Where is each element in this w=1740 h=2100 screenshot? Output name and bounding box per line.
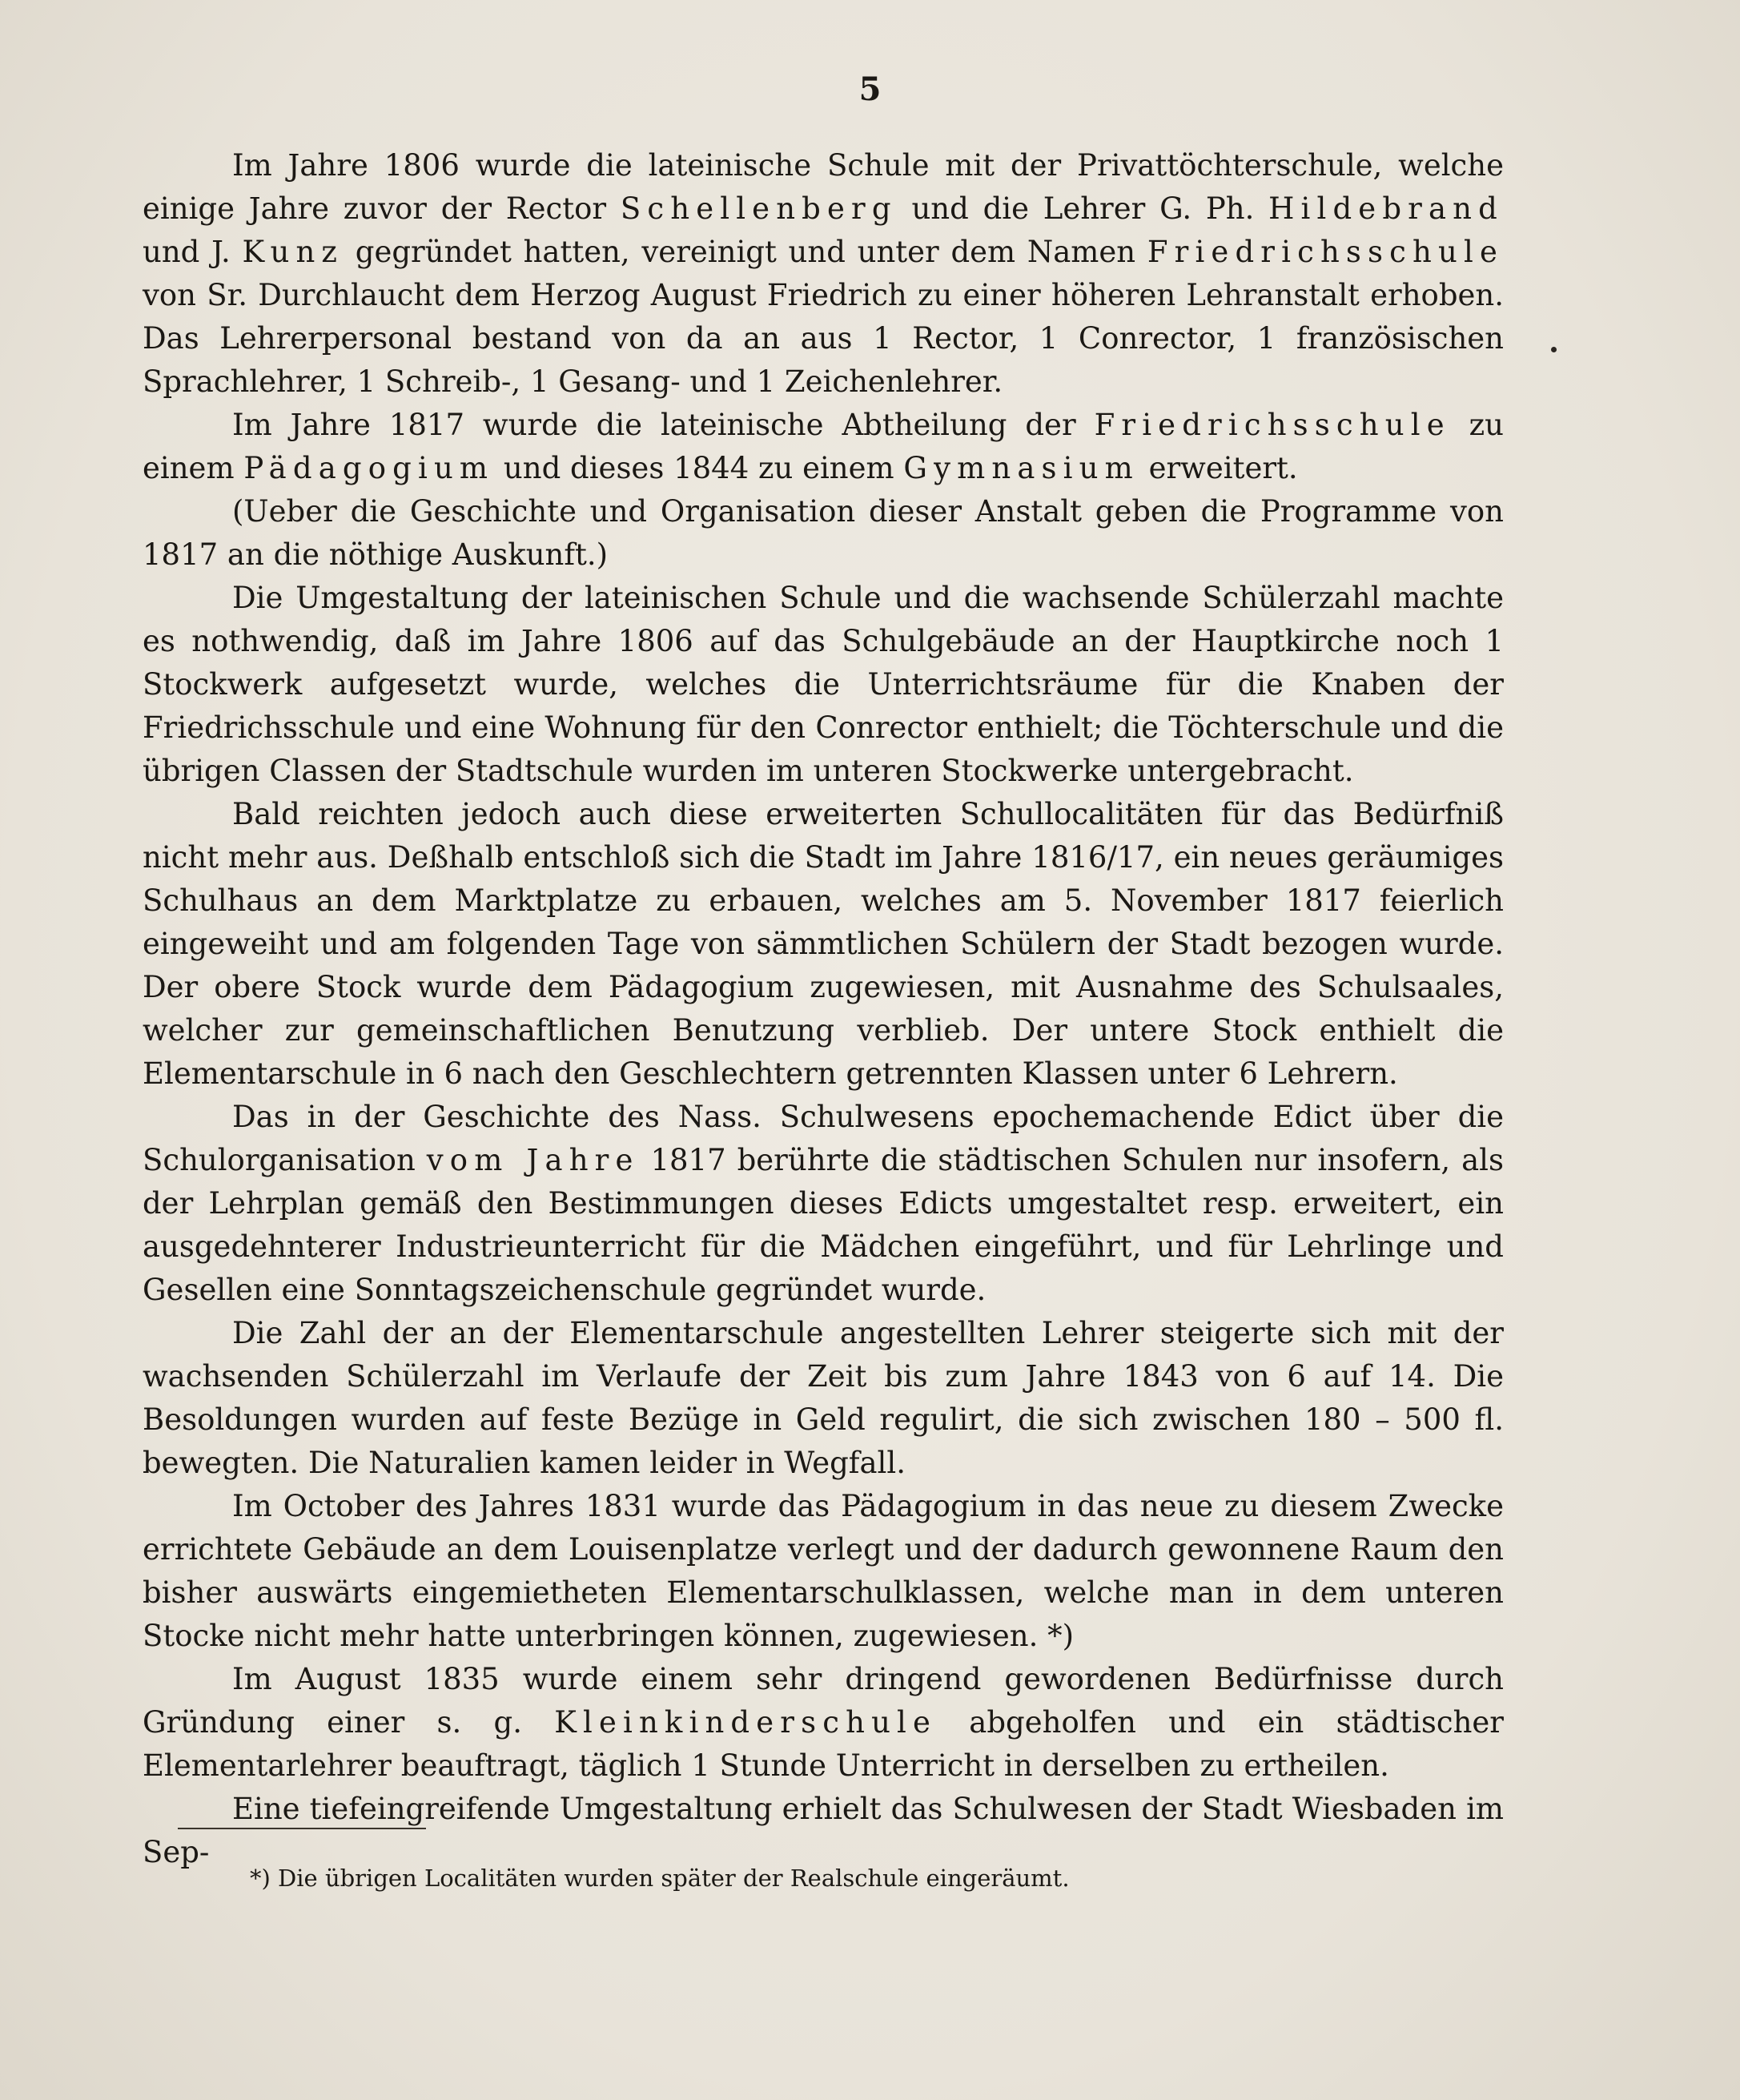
- text-run: (Ueber die Geschichte und Organisation dieser Anstalt geben die Programme von 1817 an die nöthige Auskunft.): [143, 494, 1504, 572]
- text-run: Die Umgestaltung der lateinischen Schule und die wachsende Schülerzahl machte es nothwendig, daß im Jahre 1806 auf das Schulgebäude an der Hauptkirche noch 1 Stockwerk aufgesetzt wurde, welches die Unterrichtsräume für die Knaben der Friedrichsschule und eine Wohnung für den Conrector enthielt; die Töchterschule und die übrigen Classen der Stadtschule wurden im unteren Stockwerke untergebracht.: [143, 581, 1504, 788]
- body-text: [143, 144, 1504, 1874]
- spaced-emphasis-text: Kleinkinderschule: [554, 1705, 938, 1740]
- text-run: gegründet hatten, vereinigt und unter dem Namen: [344, 235, 1147, 269]
- text-run: Das in der Geschichte des Nass. Schulwesens epochemachende Edict über die Schulorganisation: [143, 1100, 1504, 1177]
- page-number: 5: [858, 70, 882, 108]
- paragraph: [143, 1096, 1504, 1312]
- spaced-emphasis-text: Gymnasium: [903, 451, 1139, 485]
- paragraph: [143, 1485, 1504, 1658]
- paragraph: [143, 144, 1504, 404]
- text-run: zu einem: [143, 408, 1504, 485]
- paragraph: [143, 404, 1504, 490]
- spaced-emphasis-text: Hildebrand: [1268, 191, 1504, 226]
- spaced-emphasis-text: Friedrichsschule: [1147, 235, 1504, 269]
- text-run: Eine tiefeingreifende Umgestaltung erhielt das Schulwesen der Stadt Wiesbaden im Sep-: [143, 1792, 1504, 1869]
- paragraph: [143, 1658, 1504, 1788]
- ink-speck: [1551, 347, 1557, 352]
- footnote: *) Die übrigen Localitäten wurden später der Realschule eingeräumt.: [250, 1865, 1070, 1892]
- spaced-emphasis-text: vom Jahre: [426, 1143, 640, 1177]
- text-run: 1817 berührte die städtischen Schulen nur insofern, als der Lehrplan gemäß den Bestimmungen dieses Edicts umgestaltet resp. erweitert, ein ausgedehnterer Industrieunterricht für die Mädchen eingeführt, und für Lehrlinge und Gesellen eine Sonntagszeichenschule gegründet wurde.: [143, 1143, 1504, 1307]
- text-run: erweitert.: [1139, 451, 1298, 485]
- text-run: und die Lehrer G. Ph.: [897, 191, 1269, 226]
- text-run: Im October des Jahres 1831 wurde das Pädagogium in das neue zu diesem Zwecke errichtete Gebäude an dem Louisenplatze verlegt und der dadurch gewonnene Raum den bisher auswärts eingemietheten Elementarschulklassen, welche man in dem unteren Stocke nicht mehr hatte unterbringen können, zugewiesen. *): [143, 1489, 1504, 1653]
- text-run: von Sr. Durchlaucht dem Herzog August Friedrich zu einer höheren Lehranstalt erhoben. Das Lehrerpersonal bestand von da an aus 1 Rector, 1 Conrector, 1 französischen Sprachlehrer, 1 Schreib-, 1 Gesang- und 1 Zeichenlehrer.: [143, 278, 1504, 399]
- paragraph: [143, 1788, 1504, 1874]
- text-run: Die Zahl der an der Elementarschule angestellten Lehrer steigerte sich mit der wachsenden Schülerzahl im Verlaufe der Zeit bis zum Jahre 1843 von 6 auf 14. Die Besoldungen wurden auf feste Bezüge in Geld regulirt, die sich zwischen 180 – 500 fl. bewegten. Die Naturalien kamen leider in Wegfall.: [143, 1316, 1504, 1480]
- spaced-emphasis-text: Friedrichsschule: [1094, 408, 1451, 442]
- paragraph: [143, 490, 1504, 577]
- spaced-emphasis-text: Pädagogium: [243, 451, 495, 485]
- text-run: Im Jahre 1817 wurde die lateinische Abtheilung der: [232, 408, 1095, 442]
- spaced-emphasis-text: Kunz: [242, 235, 344, 269]
- spaced-emphasis-text: Schellenberg: [620, 191, 898, 226]
- paragraph: [143, 1312, 1504, 1485]
- footnote-divider: [178, 1828, 426, 1829]
- text-run: Im Jahre 1806 wurde die lateinische Schule mit der Privattöchterschule, welche einige Jahre zuvor der Rector: [143, 148, 1504, 226]
- text-run: und J.: [143, 235, 243, 269]
- text-run: und dieses 1844 zu einem: [494, 451, 904, 485]
- text-run: Im August 1835 wurde einem sehr dringend gewordenen Bedürfnisse durch Gründung einer s. g.: [143, 1662, 1504, 1740]
- text-run: Bald reichten jedoch auch diese erweiterten Schullocalitäten für das Bedürfniß nicht mehr aus. Deßhalb entschloß sich die Stadt im Jahre 1816/17, ein neues geräumiges Schulhaus an dem Marktplatze zu erbauen, welches am 5. November 1817 feierlich eingeweiht und am folgenden Tage von sämmtlichen Schülern der Stadt bezogen wurde. Der obere Stock wurde dem Pädagogium zugewiesen, mit Ausnahme des Schulsaales, welcher zur gemeinschaftlichen Benutzung verblieb. Der untere Stock enthielt die Elementarschule in 6 nach den Geschlechtern getrennten Klassen unter 6 Lehrern.: [143, 797, 1504, 1091]
- text-run: abgeholfen und ein städtischer Elementarlehrer beauftragt, täglich 1 Stunde Unterricht in derselben zu ertheilen.: [143, 1705, 1504, 1783]
- paragraph: [143, 577, 1504, 793]
- paragraph: [143, 793, 1504, 1096]
